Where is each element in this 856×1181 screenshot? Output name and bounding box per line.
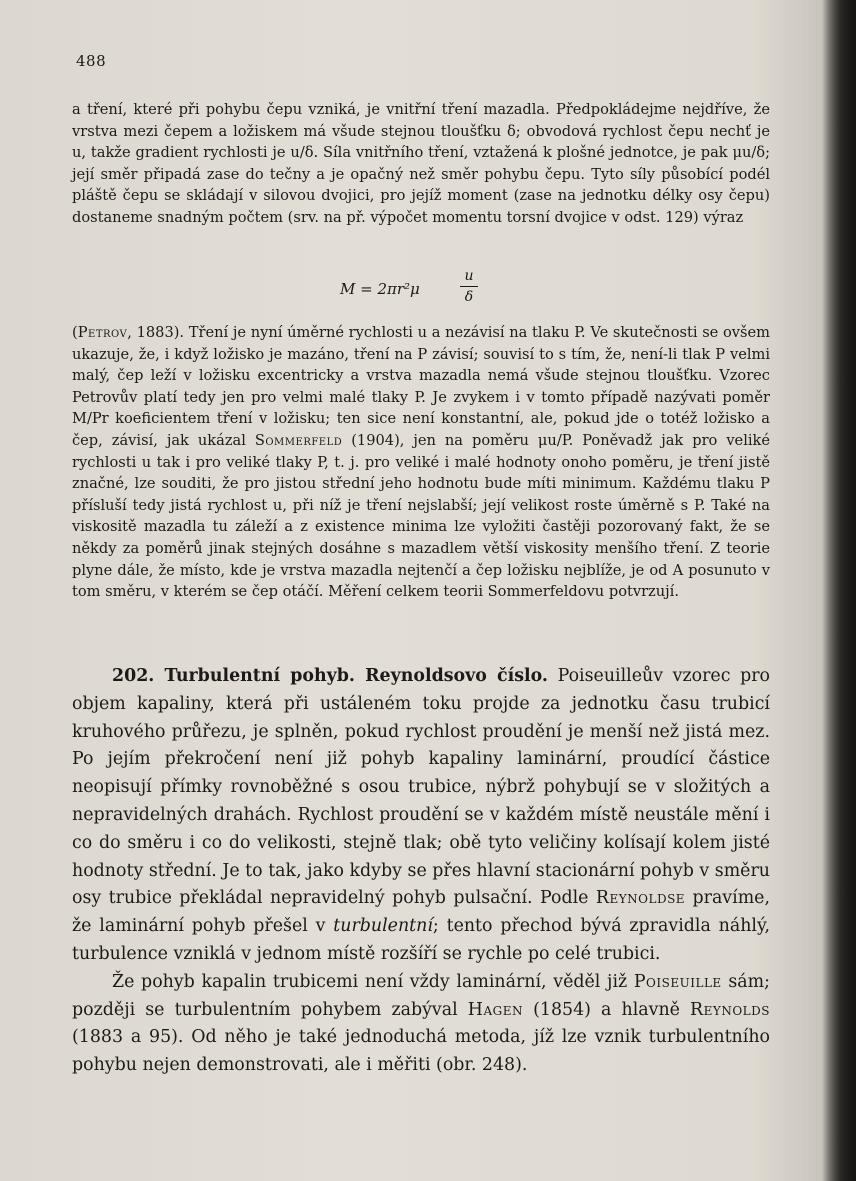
author-reynolds: Reynoldse	[595, 888, 686, 909]
section-heading: 202. Turbulentní pohyb. Reynoldsovo číslo.	[112, 666, 548, 686]
section-paragraph	[72, 663, 770, 969]
formula-lhs: M = 2πr²μ	[340, 280, 420, 298]
page-number: 488	[76, 52, 107, 70]
binding-shadow	[822, 0, 856, 1181]
text-segment: (1883 a 95). Od něho je také jednoduchá metoda, jíž lze vznik turbulentního pohybu nejen demonstrovati, ale i měřiti (obr. 248).	[72, 1027, 770, 1076]
closing-paragraph	[72, 969, 770, 1080]
formula-moment	[330, 268, 530, 312]
fraction-bar	[460, 286, 478, 287]
paragraph-friction-intro	[72, 99, 770, 228]
text-segment: ; tento přechod bývá zpravidla náhlý, turbulence vzniklá v jednom místě rozšíří se rychle po celé trubici.	[72, 916, 771, 964]
text-segment: (1854) a hlavně	[522, 999, 691, 1020]
formula-fraction	[460, 268, 478, 305]
author-hagen: Hagen	[467, 999, 523, 1020]
paragraph-petrov: (Petrov, 1883). Tření je nyní úměrné rychlosti u a nezávisí na tlaku P. Ve skutečnosti se ovšem ukazuje, že, i když ložisko je mazáno, tření na P závisí; souvisí to s tím, že, není-li tlak P velmi malý, čep leží v ložisku excentricky a vrstva mazadla nemá všude stejnou tloušťku. Vzorec Petrovův platí tedy jen pro velmi malé tlaky P. Je zvykem i v tomto případě nazývati poměr M/Pr koeficientem tření v ložisku; ten sice není konstantní, ale, pokud jde o totéž ložisko a čep, závisí, jak ukázal Sommerfeld (1904), jen na poměru μu/P. Poněvadž jak pro veliké rychlosti u tak i pro veliké tlaky P, t. j. pro veliké i malé hodnoty onoho poměru, je tření jistě značné, lze souditi, že pro jistou střední jeho hodnotu bude míti minimum. Každému tlaku P přísluší tedy jistá rychlost u, při níž je tření nejslabší; její velikost roste úměrně s P. Také na viskositě mazadla tu záleží a z existence minima lze vyložiti častěji pozorovaný fakt, že se někdy za poměrů jinak stejných dosáhne s mazadlem větší viskosity menšího tření. Z teorie plyne dále, že místo, kde je vrstva mazadla nejtenčí a čep ložisku nejblíže, je od A posunuto v tom směru, v kterém se čep otáčí. Měření celkem teorii Sommerfeldovu potvrzují.	[72, 324, 771, 601]
formula-denominator: δ	[464, 289, 474, 305]
text-segment: pravíme, že laminární pohyb přešel v	[72, 888, 771, 937]
author-poiseuille: Poiseuille	[633, 971, 722, 992]
text-segment: (1904), jen na poměru μu/P. Poněvadž jak pro veliké rychlosti u tak i pro veliké tlaky P, t. j. pro veliké i malé hodnoty onoho poměru, je tření jistě značné, lze souditi, že pro jistou střední jeho hodnotu bude míti minimum. Každému tlaku P přísluší tedy jistá rychlost u, při níž je tření nejslabší; její velikost roste úměrně s P. Také na viskositě mazadla tu záleží a z existence minima lze vyložiti častěji pozorovaný fakt, že se někdy za poměrů jinak stejných dosáhne s mazadlem větší viskosity menšího tření. Z teorie plyne dále, že místo, kde je vrstva mazadla nejtenčí a čep ložisku nejblíže, je od A posunuto v tom směru, v kterém se čep otáčí. Měření celkem teorii Sommerfeldovu potvrzují.	[72, 431, 771, 601]
text-segment: , 1883). Tření je nyní úměrné rychlosti u a nezávisí na tlaku P. Ve skutečnosti se ovšem ukazuje, že, i když ložisko je mazáno, tření na P závisí; souvisí to s tím, že, není-li tlak P velmi malý, čep leží v ložisku excentricky a vrstva mazadla nemá všude stejnou tloušťku. Vzorec Petrovův platí tedy jen pro velmi malé tlaky P. Je zvykem i v tomto případě nazývati poměr M/Pr koeficientem tření v ložisku; ten sice není konstantní, ale, pokud jde o totéž ložisko a čep, závisí, jak ukázal	[72, 324, 770, 449]
text-segment: sám; později se turbulentním pohybem zabýval	[72, 971, 770, 1020]
term-turbulent: turbulentní	[333, 916, 433, 937]
formula-numerator: u	[464, 268, 474, 284]
author-petrov: Petrov	[77, 324, 128, 341]
author-reynolds-2: Reynolds	[690, 999, 770, 1020]
author-sommerfeld: Sommerfeld	[254, 431, 343, 449]
text-segment: Že pohyb kapalin trubicemi není vždy laminární, věděl již	[112, 971, 634, 992]
paragraph-text: a tření, které při pohybu čepu vzniká, je vnitřní tření mazadla. Předpokládejme nejdříve, že vrstva mezi čepem a ložiskem má všude stejnou tloušťku δ; obvodová rychlost čepu nechť je u, takže gradient rychlosti je u/δ. Síla vnitřního tření, vztažená k plošné jednotce, je pak μu/δ; její směr připadá zase do tečny a je opačný než směr pohybu čepu. Tyto síly působící podél pláště čepu se skládají v silovou dvojici, pro jejíž moment (zase na jednotku délky osy čepu) dostaneme snadným počtem (srv. na př. výpočet momentu torsní dvojice v odst. 129) výraz	[72, 101, 770, 226]
section-202	[72, 663, 770, 1080]
text-segment: Poiseuilleův vzorec pro objem kapaliny, která při ustáleném toku projde za jednotku času trubicí kruhového průřezu, je splněn, pokud rychlost proudění je menší než jistá mez. Po jejím překročení není již pohyb kapaliny laminární, proudící částice neopisují přímky rovnoběžné s osou trubice, nýbrž pohybují se v složitých a nepravidelných drahách. Rychlost proudění se v každém místě neustále mění i co do směru i co do velikosti, stejně tlak; obě tyto veličiny kolísají kolem jisté hodnoty střední. Je to tak, jako kdyby se přes hlavní stacionární pohyb v směru osy trubice překládal nepravidelný pohyb pulsační. Podle	[72, 666, 771, 909]
